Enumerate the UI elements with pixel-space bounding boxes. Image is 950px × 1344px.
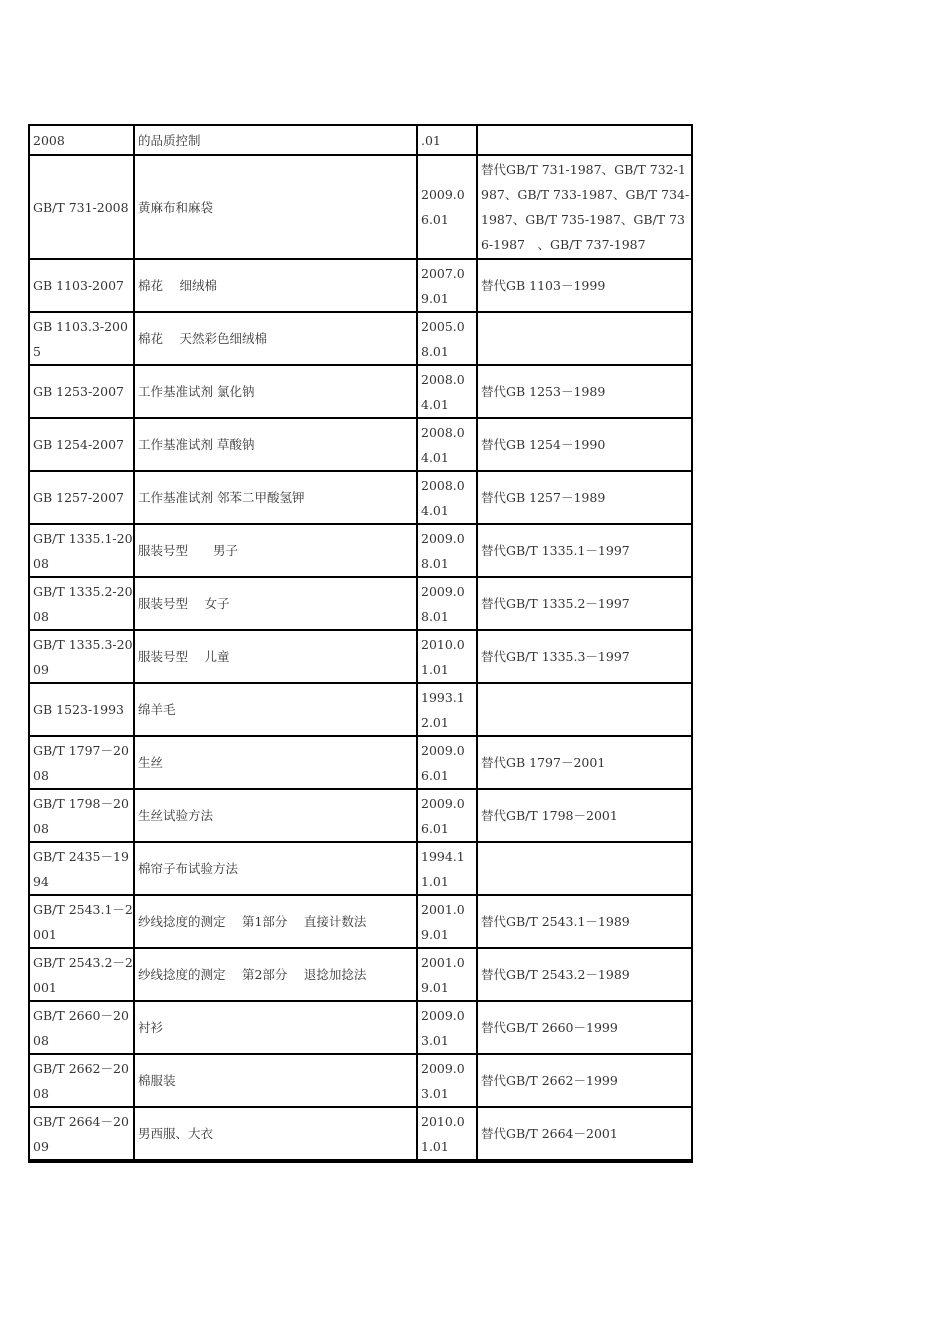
replacement-note-cell: 替代GB 1253－1989 [478, 366, 691, 419]
standard-name-cell: 工作基准试剂 草酸钠 [135, 419, 418, 472]
standard-name-cell: 服装号型 女子 [135, 578, 418, 631]
standards-table [28, 124, 693, 1163]
table-row [29, 156, 691, 260]
effective-date-cell: 2001.09.01 [418, 949, 478, 1002]
replacement-note-cell: 替代GB/T 2660－1999 [478, 1002, 691, 1055]
standard-name-cell: 衬衫 [135, 1002, 418, 1055]
table-row [29, 366, 691, 419]
replacement-note-cell: 替代GB 1797－2001 [478, 737, 691, 790]
standard-name-cell: 绵羊毛 [135, 684, 418, 737]
replacement-note-cell [478, 126, 691, 156]
standard-code-cell: GB/T 2662－2008 [29, 1055, 135, 1108]
table-row [29, 525, 691, 578]
effective-date-cell: .01 [418, 126, 478, 156]
effective-date-cell: 2009.03.01 [418, 1055, 478, 1108]
replacement-note-cell: 替代GB/T 2662－1999 [478, 1055, 691, 1108]
standard-code-cell: GB/T 2543.1－2001 [29, 896, 135, 949]
effective-date-cell: 2009.03.01 [418, 1002, 478, 1055]
replacement-note-cell: 替代GB/T 2664－2001 [478, 1108, 691, 1161]
standard-code-cell: GB/T 1335.2-2008 [29, 578, 135, 631]
standard-name-cell: 服装号型 男子 [135, 525, 418, 578]
replacement-note-cell: 替代GB/T 1335.2－1997 [478, 578, 691, 631]
replacement-note-cell: 替代GB/T 1335.1－1997 [478, 525, 691, 578]
table-row [29, 260, 691, 313]
effective-date-cell: 2010.01.01 [418, 1108, 478, 1161]
standard-code-cell: GB/T 2664－2009 [29, 1108, 135, 1161]
table-row [29, 896, 691, 949]
standard-code-cell: GB/T 1797－2008 [29, 737, 135, 790]
effective-date-cell: 2010.01.01 [418, 631, 478, 684]
table-row [29, 737, 691, 790]
replacement-note-cell: 替代GB/T 1335.3－1997 [478, 631, 691, 684]
standard-code-cell: GB/T 1335.3-2009 [29, 631, 135, 684]
standard-code-cell: GB 1523-1993 [29, 684, 135, 737]
standard-code-cell: GB/T 1798－2008 [29, 790, 135, 843]
replacement-note-cell: 替代GB/T 2543.1－1989 [478, 896, 691, 949]
replacement-note-cell: 替代GB 1257－1989 [478, 472, 691, 525]
effective-date-cell: 2001.09.01 [418, 896, 478, 949]
standard-code-cell: 2008 [29, 126, 135, 156]
effective-date-cell: 1993.12.01 [418, 684, 478, 737]
effective-date-cell: 2008.04.01 [418, 419, 478, 472]
replacement-note-cell [478, 843, 691, 896]
effective-date-cell: 1994.11.01 [418, 843, 478, 896]
table-row [29, 790, 691, 843]
standard-name-cell: 生丝试验方法 [135, 790, 418, 843]
effective-date-cell: 2008.04.01 [418, 472, 478, 525]
standard-name-cell: 服装号型 儿童 [135, 631, 418, 684]
replacement-note-cell: 替代GB/T 731-1987、GB/T 732-1987、GB/T 733-1987、GB/T 734-1987、GB/T 735-1987、GB/T 736-1987 、GB/T 737-1987 [478, 156, 691, 260]
table-row [29, 472, 691, 525]
replacement-note-cell [478, 684, 691, 737]
table-row [29, 631, 691, 684]
standard-name-cell: 纱线捻度的测定 第1部分 直接计数法 [135, 896, 418, 949]
effective-date-cell: 2009.06.01 [418, 790, 478, 843]
table-row [29, 578, 691, 631]
table-row [29, 949, 691, 1002]
replacement-note-cell: 替代GB/T 2543.2－1989 [478, 949, 691, 1002]
effective-date-cell: 2009.08.01 [418, 525, 478, 578]
table-row [29, 1002, 691, 1055]
standard-name-cell: 男西服、大衣 [135, 1108, 418, 1161]
effective-date-cell: 2005.08.01 [418, 313, 478, 366]
standard-code-cell: GB 1257-2007 [29, 472, 135, 525]
standards-table-body [29, 126, 691, 1161]
standard-name-cell: 的品质控制 [135, 126, 418, 156]
standard-code-cell: GB/T 2543.2－2001 [29, 949, 135, 1002]
standard-name-cell: 棉服装 [135, 1055, 418, 1108]
effective-date-cell: 2007.09.01 [418, 260, 478, 313]
replacement-note-cell: 替代GB 1254－1990 [478, 419, 691, 472]
standard-code-cell: GB 1254-2007 [29, 419, 135, 472]
replacement-note-cell: 替代GB 1103－1999 [478, 260, 691, 313]
effective-date-cell: 2009.08.01 [418, 578, 478, 631]
standard-name-cell: 棉帘子布试验方法 [135, 843, 418, 896]
standard-code-cell: GB 1253-2007 [29, 366, 135, 419]
effective-date-cell: 2008.04.01 [418, 366, 478, 419]
table-row [29, 1055, 691, 1108]
replacement-note-cell: 替代GB/T 1798－2001 [478, 790, 691, 843]
standard-code-cell: GB/T 1335.1-2008 [29, 525, 135, 578]
standard-code-cell: GB 1103.3-2005 [29, 313, 135, 366]
replacement-note-cell [478, 313, 691, 366]
standard-code-cell: GB/T 731-2008 [29, 156, 135, 260]
table-row [29, 1108, 691, 1161]
table-row [29, 843, 691, 896]
standard-name-cell: 纱线捻度的测定 第2部分 退捻加捻法 [135, 949, 418, 1002]
table-row [29, 419, 691, 472]
standard-name-cell: 工作基准试剂 氯化钠 [135, 366, 418, 419]
standard-code-cell: GB 1103-2007 [29, 260, 135, 313]
effective-date-cell: 2009.06.01 [418, 156, 478, 260]
effective-date-cell: 2009.06.01 [418, 737, 478, 790]
standard-name-cell: 工作基准试剂 邻苯二甲酸氢钾 [135, 472, 418, 525]
standard-code-cell: GB/T 2435－1994 [29, 843, 135, 896]
table-row [29, 313, 691, 366]
standard-name-cell: 生丝 [135, 737, 418, 790]
standard-code-cell: GB/T 2660－2008 [29, 1002, 135, 1055]
table-row [29, 684, 691, 737]
standard-name-cell: 黄麻布和麻袋 [135, 156, 418, 260]
standard-name-cell: 棉花 细绒棉 [135, 260, 418, 313]
table-row [29, 126, 691, 156]
standard-name-cell: 棉花 天然彩色细绒棉 [135, 313, 418, 366]
